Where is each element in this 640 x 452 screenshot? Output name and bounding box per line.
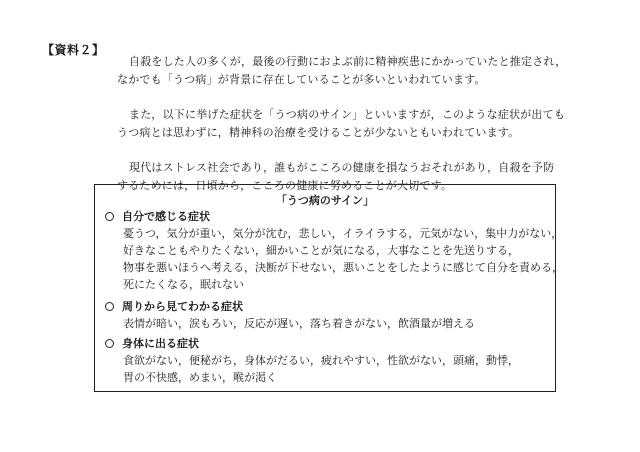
- signs-box: [94, 184, 563, 392]
- section-body: [105, 352, 545, 386]
- symptom-line: 憂うつ，気分が重い，気分が沈む，悲しい，イライラする，元気がない，集中力がない，: [123, 227, 563, 240]
- document-label: 【資料２】: [42, 43, 105, 57]
- section-heading-text: 周りから見てわかる症状: [122, 300, 243, 313]
- circle-bullet-icon: [105, 302, 114, 311]
- section-observed: [105, 298, 545, 332]
- circle-bullet-icon: [105, 339, 114, 348]
- circle-bullet-icon: [105, 212, 114, 221]
- section-self-felt: [105, 208, 563, 293]
- symptom-line: 好きなこともやりたくない，細かいことが気になる，大事なことを先送りする，: [123, 244, 519, 257]
- paragraph-1: [117, 53, 577, 89]
- section-heading: [105, 298, 545, 315]
- section-heading-text: 身体に出る症状: [122, 337, 199, 350]
- symptom-line: 胃の不快感，めまい，喉が渇く: [123, 371, 277, 384]
- paragraph-line: なかでも「うつ病」が背景に存在していることが多いといわれています。: [117, 73, 486, 86]
- symptom-line: 死にたくなる，眠れない: [123, 278, 244, 291]
- paragraph-line: また，以下に挙げた症状を「うつ病のサイン」といいますが，このような症状が出ても: [129, 108, 566, 121]
- paragraph-line: 自殺をした人の多くが，最後の行動におよぶ前に精神疾患にかかっていたと推定され，: [129, 55, 567, 68]
- symptom-line: 物事を悪いほうへ考える，決断が下せない，悪いことをしたように感じて自分を責める，: [123, 261, 563, 274]
- section-physical: [105, 335, 545, 386]
- paragraph-line: 現代はストレス社会であり，誰もがこころの健康を損なうおそれがあり，自殺を予防: [129, 161, 555, 174]
- paragraph-2: [117, 106, 577, 142]
- section-body: [105, 315, 545, 332]
- section-heading: [105, 335, 545, 352]
- section-heading-text: 自分で感じる症状: [122, 210, 210, 223]
- symptom-line: 食欲がない，便秘がち，身体がだるい，疲れやすい，性欲がない，頭痛，動悸，: [123, 354, 519, 367]
- symptom-line: 表情が暗い，涙もろい，反応が遅い，落ち着きがない，飲酒量が増える: [123, 317, 475, 330]
- section-body: [105, 225, 563, 293]
- section-heading: [105, 208, 545, 225]
- paragraph-line: するためには，日頃から，こころの健康に努めることが大切です。: [117, 179, 453, 192]
- box-title: 「うつ病のサイン」: [275, 194, 375, 207]
- paragraph-line: うつ病とは思わずに，精神科の治療を受けることが少ないともいわれています。: [117, 126, 520, 139]
